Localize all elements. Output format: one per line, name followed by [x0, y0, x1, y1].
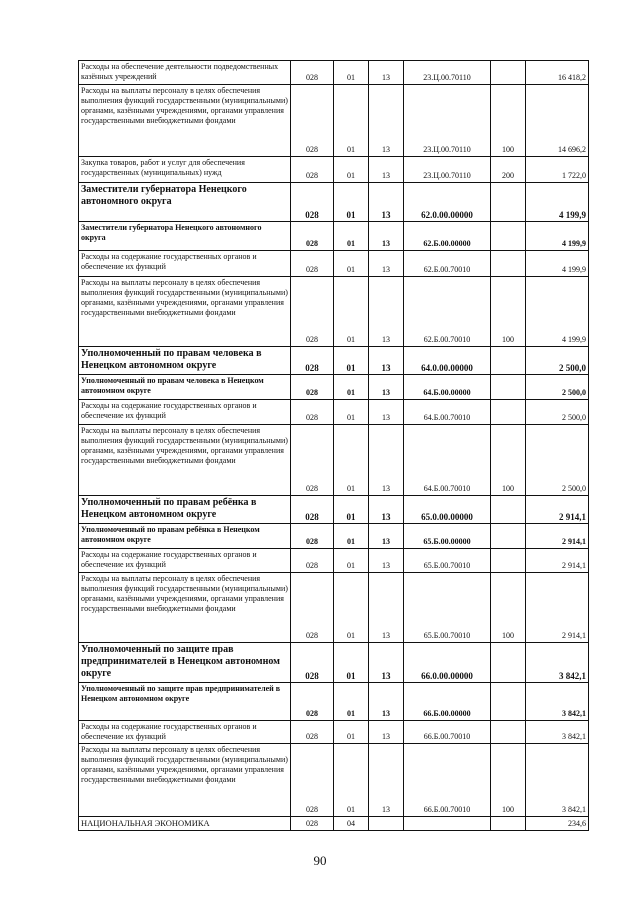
row-name-cell: Уполномоченный по правам ребёнка в Ненецком автономном округе [79, 524, 291, 549]
budget-table [78, 60, 589, 831]
subsection-code-cell: 13 [369, 496, 404, 524]
subsection-code-cell: 13 [369, 277, 404, 347]
section-code-cell: 01 [334, 222, 369, 251]
expense-type-cell [491, 721, 526, 744]
row-name-cell: Расходы на содержание государственных органов и обеспечение их функций [79, 251, 291, 277]
section-code-cell: 01 [334, 157, 369, 183]
amount-cell: 16 418,2 [526, 61, 589, 85]
expense-type-cell [491, 183, 526, 222]
row-name-cell: Расходы на выплаты персоналу в целях обеспечения выполнения функций государственными (муниципальными) органами, казёнными учреждениями, органами управления государственными внебюджетными фондами [79, 85, 291, 157]
amount-cell: 3 842,1 [526, 683, 589, 721]
ministry-code-cell: 028 [291, 817, 334, 831]
expense-type-cell [491, 643, 526, 683]
target-article-cell: 65.Б.00.70010 [404, 549, 491, 573]
row-name-cell: Расходы на выплаты персоналу в целях обеспечения выполнения функций государственными (муниципальными) органами, казёнными учреждениями, органами управления государственными внебюджетными фондами [79, 573, 291, 643]
row-name-cell: Заместители губернатора Ненецкого автономного округа [79, 183, 291, 222]
amount-cell: 4 199,9 [526, 277, 589, 347]
amount-cell: 4 199,9 [526, 222, 589, 251]
section-code-cell: 04 [334, 817, 369, 831]
section-code-cell: 01 [334, 251, 369, 277]
expense-type-cell [491, 400, 526, 425]
table-row [79, 817, 589, 831]
target-article-cell: 64.Б.00.00000 [404, 375, 491, 400]
amount-cell: 234,6 [526, 817, 589, 831]
amount-cell: 1 722,0 [526, 157, 589, 183]
section-code-cell: 01 [334, 524, 369, 549]
amount-cell: 2 914,1 [526, 524, 589, 549]
table-row [79, 496, 589, 524]
subsection-code-cell: 13 [369, 400, 404, 425]
row-name-cell: Расходы на обеспечение деятельности подведомственных казённых учреждений [79, 61, 291, 85]
table-row [79, 744, 589, 817]
target-article-cell: 66.Б.00.70010 [404, 721, 491, 744]
amount-cell: 3 842,1 [526, 744, 589, 817]
section-code-cell: 01 [334, 744, 369, 817]
amount-cell: 2 500,0 [526, 400, 589, 425]
subsection-code-cell: 13 [369, 643, 404, 683]
ministry-code-cell: 028 [291, 375, 334, 400]
table-row [79, 277, 589, 347]
ministry-code-cell: 028 [291, 496, 334, 524]
target-article-cell: 64.Б.00.70010 [404, 400, 491, 425]
row-name-cell: НАЦИОНАЛЬНАЯ ЭКОНОМИКА [79, 817, 291, 831]
target-article-cell: 23.Ц.00.70110 [404, 61, 491, 85]
ministry-code-cell: 028 [291, 524, 334, 549]
section-code-cell: 01 [334, 643, 369, 683]
target-article-cell: 23.Ц.00.70110 [404, 85, 491, 157]
subsection-code-cell: 13 [369, 85, 404, 157]
target-article-cell: 65.Б.00.00000 [404, 524, 491, 549]
row-name-cell: Уполномоченный по правам ребёнка в Ненецком автономном округе [79, 496, 291, 524]
table-row [79, 85, 589, 157]
ministry-code-cell: 028 [291, 251, 334, 277]
target-article-cell: 62.Б.00.00000 [404, 222, 491, 251]
target-article-cell: 66.Б.00.00000 [404, 683, 491, 721]
target-article-cell: 65.0.00.00000 [404, 496, 491, 524]
subsection-code-cell: 13 [369, 375, 404, 400]
subsection-code-cell: 13 [369, 183, 404, 222]
subsection-code-cell: 13 [369, 251, 404, 277]
amount-cell: 2 914,1 [526, 573, 589, 643]
expense-type-cell [491, 496, 526, 524]
target-article-cell: 62.0.00.00000 [404, 183, 491, 222]
amount-cell: 4 199,9 [526, 183, 589, 222]
subsection-code-cell [369, 817, 404, 831]
subsection-code-cell: 13 [369, 425, 404, 496]
ministry-code-cell: 028 [291, 157, 334, 183]
expense-type-cell [491, 222, 526, 251]
target-article-cell: 62.Б.00.70010 [404, 277, 491, 347]
section-code-cell: 01 [334, 496, 369, 524]
ministry-code-cell: 028 [291, 400, 334, 425]
section-code-cell: 01 [334, 549, 369, 573]
row-name-cell: Расходы на выплаты персоналу в целях обеспечения выполнения функций государственными (муниципальными) органами, казёнными учреждениями, органами управления государственными внебюджетными фондами [79, 425, 291, 496]
target-article-cell: 66.0.00.00000 [404, 643, 491, 683]
table-row [79, 643, 589, 683]
page-number: 90 [313, 853, 327, 868]
row-name-cell: Расходы на содержание государственных органов и обеспечение их функций [79, 400, 291, 425]
amount-cell: 2 914,1 [526, 549, 589, 573]
ministry-code-cell: 028 [291, 549, 334, 573]
expense-type-cell [491, 817, 526, 831]
amount-cell: 4 199,9 [526, 251, 589, 277]
target-article-cell [404, 817, 491, 831]
expense-type-cell: 100 [491, 425, 526, 496]
section-code-cell: 01 [334, 277, 369, 347]
target-article-cell: 23.Ц.00.70110 [404, 157, 491, 183]
subsection-code-cell: 13 [369, 61, 404, 85]
ministry-code-cell: 028 [291, 277, 334, 347]
ministry-code-cell: 028 [291, 183, 334, 222]
table-row [79, 251, 589, 277]
row-name-cell: Расходы на выплаты персоналу в целях обеспечения выполнения функций государственными (муниципальными) органами, казёнными учреждениями, органами управления государственными внебюджетными фондами [79, 277, 291, 347]
target-article-cell: 64.0.00.00000 [404, 347, 491, 375]
table-row [79, 425, 589, 496]
subsection-code-cell: 13 [369, 683, 404, 721]
target-article-cell: 64.Б.00.70010 [404, 425, 491, 496]
row-name-cell: Расходы на содержание государственных органов и обеспечение их функций [79, 549, 291, 573]
amount-cell: 2 500,0 [526, 347, 589, 375]
amount-cell: 2 914,1 [526, 496, 589, 524]
subsection-code-cell: 13 [369, 524, 404, 549]
expense-type-cell [491, 347, 526, 375]
table-row [79, 721, 589, 744]
expense-type-cell [491, 683, 526, 721]
amount-cell: 2 500,0 [526, 425, 589, 496]
table-row [79, 347, 589, 375]
table-row [79, 375, 589, 400]
amount-cell: 3 842,1 [526, 643, 589, 683]
expense-type-cell [491, 61, 526, 85]
section-code-cell: 01 [334, 400, 369, 425]
amount-cell: 3 842,1 [526, 721, 589, 744]
ministry-code-cell: 028 [291, 425, 334, 496]
ministry-code-cell: 028 [291, 683, 334, 721]
table-row [79, 573, 589, 643]
ministry-code-cell: 028 [291, 347, 334, 375]
expense-type-cell: 100 [491, 573, 526, 643]
subsection-code-cell: 13 [369, 744, 404, 817]
subsection-code-cell: 13 [369, 347, 404, 375]
table-row [79, 183, 589, 222]
ministry-code-cell: 028 [291, 721, 334, 744]
ministry-code-cell: 028 [291, 744, 334, 817]
expense-type-cell: 100 [491, 85, 526, 157]
subsection-code-cell: 13 [369, 157, 404, 183]
row-name-cell: Уполномоченный по правам человека в Ненецком автономном округе [79, 347, 291, 375]
target-article-cell: 66.Б.00.70010 [404, 744, 491, 817]
section-code-cell: 01 [334, 573, 369, 643]
table-row [79, 549, 589, 573]
table-row [79, 524, 589, 549]
row-name-cell: Уполномоченный по защите прав предпринимателей в Ненецком автономном округе [79, 683, 291, 721]
expense-type-cell [491, 549, 526, 573]
table-row [79, 61, 589, 85]
ministry-code-cell: 028 [291, 573, 334, 643]
table-row [79, 222, 589, 251]
expense-type-cell: 100 [491, 277, 526, 347]
section-code-cell: 01 [334, 683, 369, 721]
subsection-code-cell: 13 [369, 222, 404, 251]
expense-type-cell [491, 375, 526, 400]
ministry-code-cell: 028 [291, 643, 334, 683]
ministry-code-cell: 028 [291, 85, 334, 157]
amount-cell: 14 696,2 [526, 85, 589, 157]
section-code-cell: 01 [334, 721, 369, 744]
section-code-cell: 01 [334, 347, 369, 375]
section-code-cell: 01 [334, 85, 369, 157]
subsection-code-cell: 13 [369, 573, 404, 643]
ministry-code-cell: 028 [291, 61, 334, 85]
subsection-code-cell: 13 [369, 549, 404, 573]
expense-type-cell [491, 251, 526, 277]
table-row [79, 400, 589, 425]
section-code-cell: 01 [334, 183, 369, 222]
section-code-cell: 01 [334, 425, 369, 496]
section-code-cell: 01 [334, 375, 369, 400]
section-code-cell: 01 [334, 61, 369, 85]
amount-cell: 2 500,0 [526, 375, 589, 400]
expense-type-cell [491, 524, 526, 549]
ministry-code-cell: 028 [291, 222, 334, 251]
row-name-cell: Закупка товаров, работ и услуг для обеспечения государственных (муниципальных) нужд [79, 157, 291, 183]
table-body [79, 61, 589, 831]
target-article-cell: 62.Б.00.70010 [404, 251, 491, 277]
expense-type-cell: 100 [491, 744, 526, 817]
table-row [79, 683, 589, 721]
row-name-cell: Расходы на содержание государственных органов и обеспечение их функций [79, 721, 291, 744]
row-name-cell: Расходы на выплаты персоналу в целях обеспечения выполнения функций государственными (муниципальными) органами, казёнными учреждениями, органами управления государственными внебюджетными фондами [79, 744, 291, 817]
subsection-code-cell: 13 [369, 721, 404, 744]
row-name-cell: Заместители губернатора Ненецкого автономного округа [79, 222, 291, 251]
row-name-cell: Уполномоченный по правам человека в Ненецком автономном округе [79, 375, 291, 400]
target-article-cell: 65.Б.00.70010 [404, 573, 491, 643]
table-row [79, 157, 589, 183]
expense-type-cell: 200 [491, 157, 526, 183]
row-name-cell: Уполномоченный по защите прав предпринимателей в Ненецком автономном округе [79, 643, 291, 683]
